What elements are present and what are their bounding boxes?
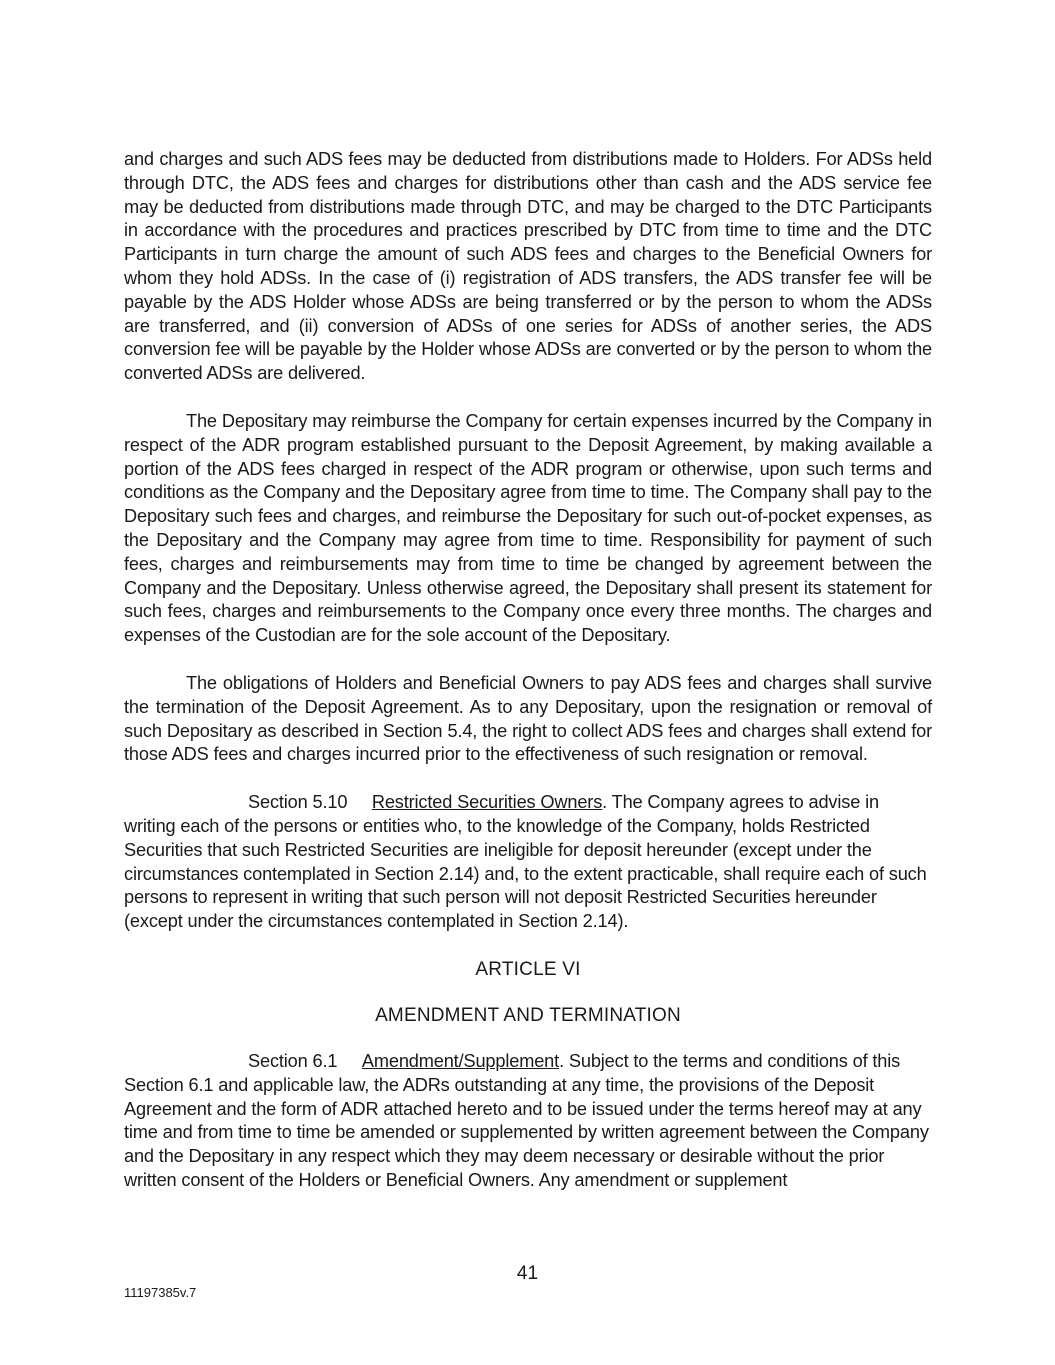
paragraph-depositary-reimburse: The Depositary may reimburse the Company for certain expenses incurred by the Company in respect of the ADR program established pursuant to the Deposit Agreement, by making available a portion of the ADS fees charged in respect of the ADR program or otherwise, upon such terms and conditions as the Company and the Depositary agree from time to time. The Company shall pay to the Depositary such fees and charges, and reimburse the Depositary for such out-of-pocket expenses, as the Depositary and the Company may agree from time to time. Responsibility for payment of such fees, charges and reimbursements may from time to time be changed by agreement between the Company and the Depositary. Unless otherwise agreed, the Depositary shall present its statement for such fees, charges and reimbursements to the Company once every three months. The charges and expenses of the Custodian are for the sole account of the Depositary. xyxy=(124,410,932,646)
document-body xyxy=(124,148,932,1217)
page-number: 41 xyxy=(516,1263,539,1284)
section-title: Amendment/Supplement xyxy=(361,1050,560,1071)
article-title: AMENDMENT AND TERMINATION xyxy=(375,1004,681,1026)
section-5-10 xyxy=(124,791,932,934)
article-heading: ARTICLE VI xyxy=(475,958,581,980)
section-title: Restricted Securities Owners xyxy=(371,792,603,813)
document-id: 11197385v.7 xyxy=(124,1285,197,1300)
section-body: . Subject to the terms and conditions of this Section 6.1 and applicable law, the ADRs outstanding at any time, the provisions of the Deposit Agreement and the form of ADR attached hereto and to be issued under the terms hereof may at any time and from time to time be amended or supplemented by written agreement between the Company and the Depositary in any respect which they may deem necessary or desirable without the prior written consent of the Holders or Beneficial Owners. Any amendment or supplement xyxy=(124,1050,929,1190)
section-number: Section 6.1 xyxy=(248,1050,338,1071)
paragraph-ads-fees: and charges and such ADS fees may be deducted from distributions made to Holders. For ADSs held through DTC, the ADS fees and charges for distributions other than cash and the ADS service fee may be deducted from distributions made through DTC, and may be charged to the DTC Participants in accordance with the procedures and practices prescribed by DTC from time to time and the DTC Participants in turn charge the amount of such ADS fees and charges to the Beneficial Owners for whom they hold ADSs. In the case of (i) registration of ADS transfers, the ADS transfer fee will be payable by the ADS Holder whose ADSs are being transferred or by the person to whom the ADSs are transferred, and (ii) conversion of ADSs of one series for ADSs of another series, the ADS conversion fee will be payable by the Holder whose ADSs are converted or by the person to whom the converted ADSs are delivered. xyxy=(124,149,932,384)
section-number: Section 5.10 xyxy=(248,792,348,813)
paragraph-obligations: The obligations of Holders and Beneficial Owners to pay ADS fees and charges shall survive the termination of the Deposit Agreement. As to any Depositary, upon the resignation or removal of such Depositary as described in Section 5.4, the right to collect ADS fees and charges shall extend for those ADS fees and charges incurred prior to the effectiveness of such resignation or removal. xyxy=(124,672,932,765)
section-6-1 xyxy=(124,1050,932,1193)
section-body: . The Company agrees to advise in writing each of the persons or entities who, to the knowledge of the Company, holds Restricted Securities that such Restricted Securities are ineligible for deposit hereunder (except under the circumstances contemplated in Section 2.14) and, to the extent practicable, shall require each of such persons to represent in writing that such person will not deposit Restricted Securities hereunder (except under the circumstances contemplated in Section 2.14). xyxy=(124,792,927,932)
